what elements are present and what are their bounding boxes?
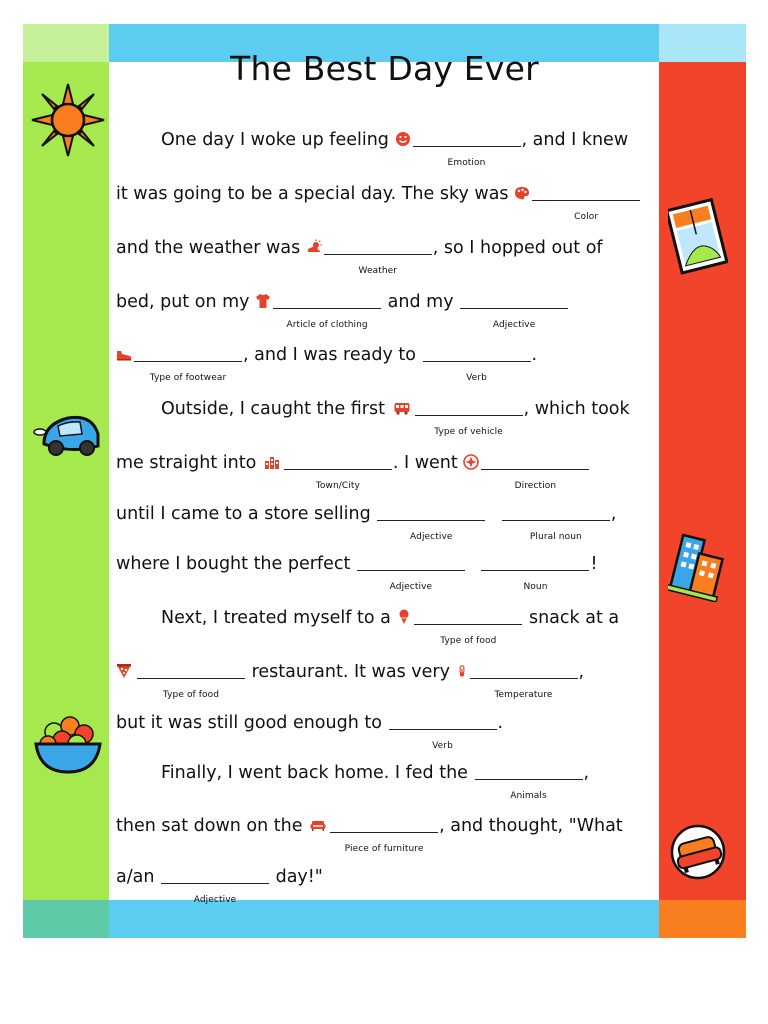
compass-icon: [463, 454, 479, 470]
blank-label: Article of clothing: [286, 320, 368, 330]
blank-adjective-3[interactable]: [357, 555, 465, 592]
armchair-icon: [668, 822, 728, 882]
city-icon: [262, 454, 282, 470]
story-line-7: [116, 452, 590, 491]
blank-label: Verb: [432, 741, 453, 751]
blank-type-of-vehicle[interactable]: [415, 400, 523, 437]
story-text: a/an: [116, 867, 155, 887]
story-line-11: [116, 661, 585, 700]
story-line-5: [116, 344, 538, 383]
sun-icon: [30, 82, 106, 158]
blank-label: Type of vehicle: [434, 427, 503, 437]
story-line-15: [116, 866, 323, 905]
blank-noun[interactable]: [481, 555, 589, 592]
blank-label: Noun: [523, 582, 548, 592]
blank-type-of-food[interactable]: [414, 609, 522, 646]
blank-verb-2[interactable]: [389, 714, 497, 751]
blank-piece-of-furniture[interactable]: [330, 817, 438, 854]
story-text: ,: [583, 763, 590, 783]
story-line-6: [161, 398, 630, 437]
story-line-12: [116, 712, 504, 751]
blank-label: Weather: [358, 266, 398, 276]
story-text: restaurant. It was very: [251, 662, 450, 682]
blank-label: Type of food: [162, 690, 220, 700]
story-text: !: [590, 554, 598, 574]
blank-temperature[interactable]: [470, 663, 578, 700]
story-line-14: [116, 815, 623, 854]
story-text: ,: [578, 662, 585, 682]
story-text: it was going to be a special day. The sky was: [116, 184, 509, 204]
blank-label: Temperature: [494, 690, 553, 700]
story-text: Finally, I went back home. I fed the: [161, 763, 468, 783]
blank-type-of-footwear[interactable]: [134, 346, 242, 383]
blank-label: Animals: [510, 791, 547, 801]
story-line-3: [116, 237, 603, 276]
blank-weather[interactable]: [324, 239, 432, 276]
story-text: Outside, I caught the first: [161, 399, 385, 419]
story-text: then sat down on the: [116, 816, 303, 836]
ice-cream-icon: [396, 609, 412, 625]
blank-type-of-food-2[interactable]: [137, 663, 245, 700]
story-text: and the weather was: [116, 238, 301, 258]
thermometer-icon: [456, 663, 468, 679]
story-text: .: [497, 713, 504, 733]
blank-verb[interactable]: [423, 346, 531, 383]
blank-color[interactable]: [532, 185, 640, 222]
blank-label: Verb: [466, 373, 487, 383]
story-text: until I came to a store selling: [116, 504, 371, 524]
blank-label: Adjective: [492, 320, 536, 330]
story-text: ,: [610, 504, 617, 524]
blank-plural-noun[interactable]: [502, 505, 610, 542]
story-text: but it was still good enough to: [116, 713, 382, 733]
blank-town-city[interactable]: [284, 454, 392, 491]
blank-label: Emotion: [447, 158, 486, 168]
blank-label: Town/City: [315, 481, 360, 491]
story-text: . I went: [392, 453, 458, 473]
smiley-icon: [395, 131, 411, 147]
fruit-bowl-icon: [32, 712, 104, 774]
story-line-2: [116, 183, 641, 222]
blank-label: Piece of furniture: [344, 844, 424, 854]
story-text: Next, I treated myself to a: [161, 608, 391, 628]
blank-adjective[interactable]: [460, 293, 568, 330]
story-text: bed, put on my: [116, 292, 250, 312]
story-text: , and I knew: [521, 130, 629, 150]
bottom-band: [23, 900, 746, 938]
blank-article-of-clothing[interactable]: [273, 293, 381, 330]
story-text: , and I was ready to: [243, 345, 416, 365]
blank-adjective-2[interactable]: [377, 505, 485, 542]
window-picture-icon: [668, 198, 728, 276]
story-line-9: [116, 553, 598, 592]
buildings-icon: [668, 532, 732, 602]
blank-label: Adjective: [389, 582, 433, 592]
story-text: , which took: [523, 399, 630, 419]
story-text: snack at a: [528, 608, 620, 628]
story-text: , and thought, "What: [439, 816, 623, 836]
right-column: [659, 62, 746, 900]
blank-label: Adjective: [410, 532, 453, 542]
blank-label: Color: [574, 212, 599, 222]
tshirt-icon: [255, 293, 271, 309]
bottom-band-left: [23, 900, 109, 938]
blank-emotion[interactable]: [413, 131, 521, 168]
story-text: me straight into: [116, 453, 257, 473]
story-text: and my: [387, 292, 454, 312]
blank-label: Type of footwear: [149, 373, 227, 383]
story-line-13: [161, 762, 590, 801]
story-line-10: [161, 607, 620, 646]
weather-icon: [306, 239, 322, 255]
story-text: .: [531, 345, 538, 365]
blank-label: Adjective: [193, 895, 237, 905]
car-icon: [32, 410, 102, 462]
blank-direction[interactable]: [481, 454, 589, 491]
story-line-1: [161, 129, 629, 168]
story-text: where I bought the perfect: [116, 554, 351, 574]
pizza-icon: [116, 663, 132, 679]
story-line-8: [116, 503, 617, 542]
palette-icon: [514, 185, 530, 201]
sofa-icon: [308, 817, 328, 833]
left-column: [23, 62, 109, 900]
page-title: The Best Day Ever: [230, 49, 539, 88]
story-text: One day I woke up feeling: [161, 130, 389, 150]
blank-adjective-4[interactable]: [161, 868, 269, 905]
story-text: , so I hopped out of: [432, 238, 603, 258]
blank-label: Direction: [514, 481, 557, 491]
blank-label: Plural noun: [529, 532, 582, 542]
blank-label: Type of food: [440, 636, 497, 646]
bottom-band-right: [659, 900, 746, 938]
blank-animals[interactable]: [475, 764, 583, 801]
story-line-4: [116, 291, 569, 330]
story-text: day!": [275, 867, 323, 887]
bus-icon: [391, 400, 413, 416]
shoe-icon: [116, 346, 132, 362]
